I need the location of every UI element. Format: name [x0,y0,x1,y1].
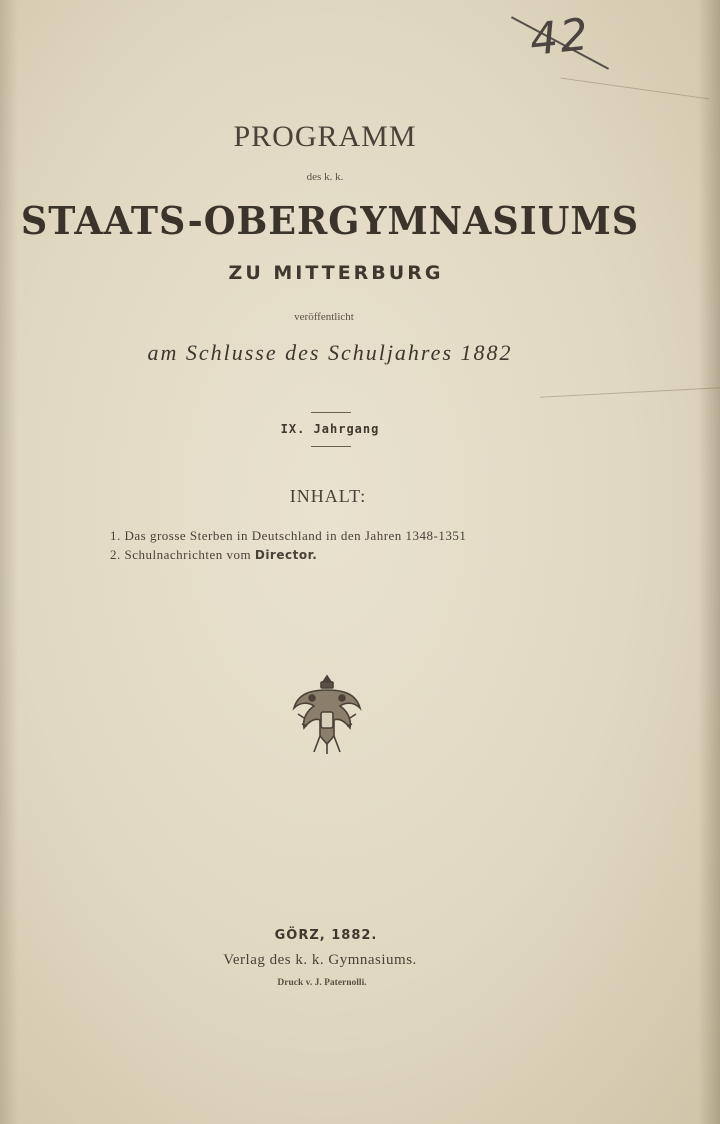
double-headed-eagle-icon [290,672,364,756]
imprint-publisher: Verlag des k. k. Gymnasiums. [223,952,417,968]
institution-name: STAATS-OBERGYMNASIUMS [20,198,640,243]
volume-label: IX. Jahrgang [280,422,380,436]
imprint-place-year: GÖRZ, 1882. [274,928,378,943]
imprint-printer: Druck v. J. Paternolli. [277,978,367,988]
location: ZU MITTERBURG [228,262,444,284]
contents-list [110,528,466,566]
divider-bottom [311,446,351,447]
handwritten-number: 42 [527,9,593,66]
page-edge-shadow [698,0,720,1124]
title-programm: PROGRAMM [233,120,417,153]
contents-item: 1. Das grosse Sterben in Deutschland in den Jahren 1348-1351 [110,528,467,543]
contents-heading: INHALT: [289,486,367,506]
contents-item-emphasis: Director. [254,548,318,562]
title-des: des k. k. [306,171,344,183]
published-label: veröffentlicht [294,311,354,323]
divider-top [311,412,351,413]
contents-item: 2. Schulnachrichten vom Director. [110,547,318,562]
occasion-line: am Schlusse des Schuljahres 1882 [147,340,513,365]
paper-crease [540,387,720,397]
paper-crease [561,78,710,100]
